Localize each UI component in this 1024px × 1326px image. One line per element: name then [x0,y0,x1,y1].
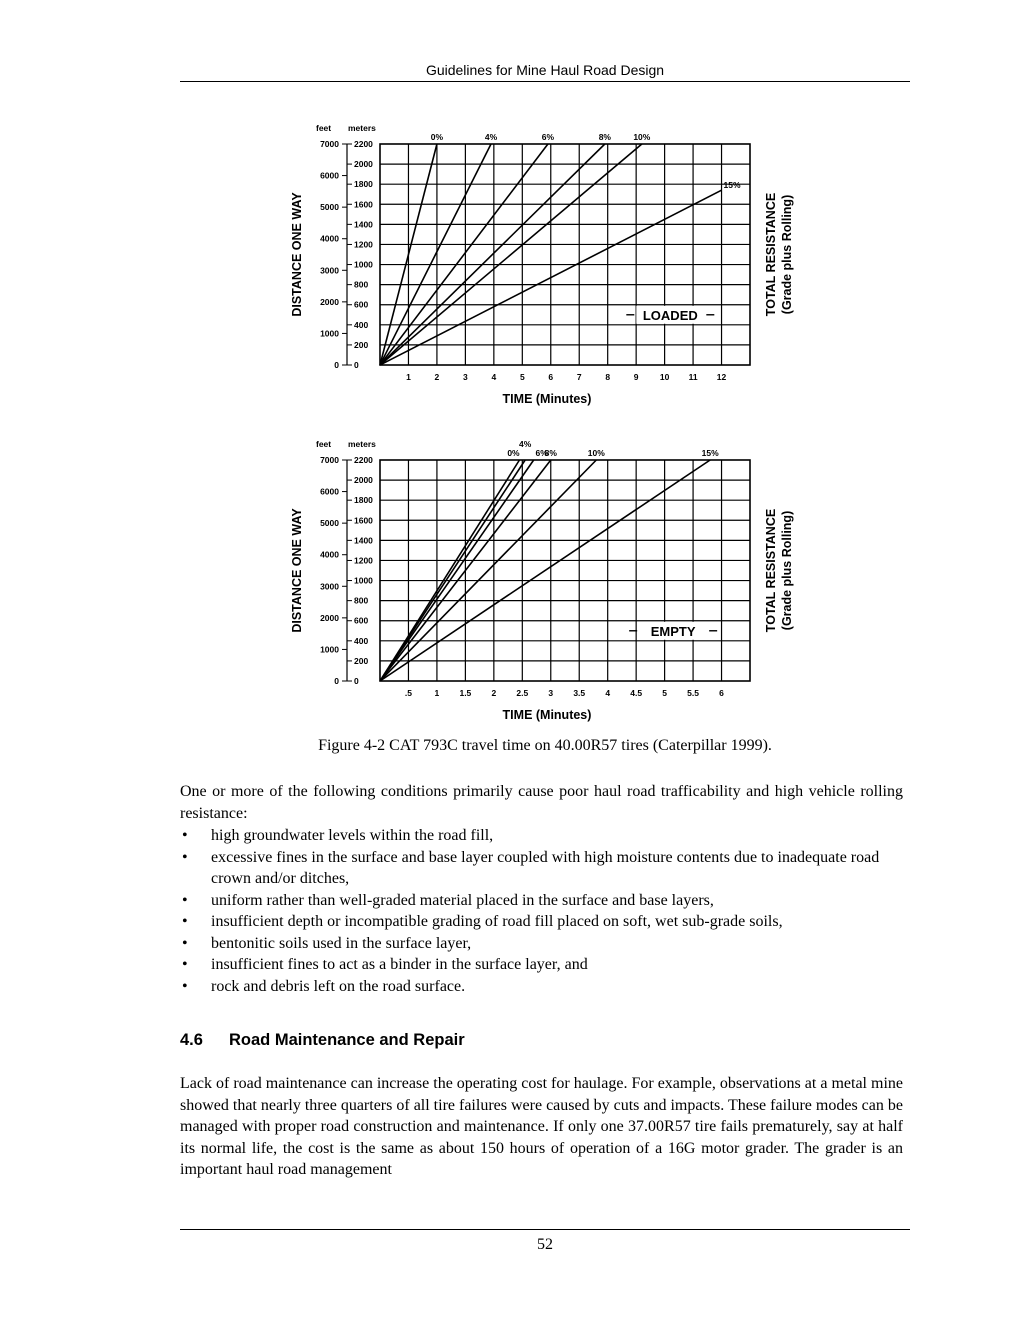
x-tick-label: 1.5 [459,688,472,698]
series-line [380,144,642,365]
footer-rule [180,1229,910,1230]
series-line [380,460,710,681]
x-tick-label: 6 [548,372,554,382]
empty-chart [270,436,810,731]
list-item [180,933,903,955]
x-tick-label: 8 [605,372,611,382]
meters-units-label: meters [348,123,376,133]
bullet-marker: • [182,934,188,952]
feet-tick-label: 2000 [320,612,339,623]
loaded-chart [270,120,810,415]
meters-tick-label: 1800 [354,495,373,506]
bullet-marker: • [182,956,188,973]
total-resistance-subtitle: (Grade plus Rolling) [780,510,794,631]
meters-tick-label: 0 [354,676,359,686]
meters-tick-label: 800 [354,279,369,290]
series-label: 4% [519,439,532,449]
loaded-chart-svg [270,120,810,415]
series-line [380,460,534,681]
bullet-marker: • [182,913,188,930]
meters-tick-label: 1600 [354,199,373,210]
meters-tick-label: 200 [354,339,369,350]
section-number: 4.6 [180,1031,203,1049]
condition-list [180,825,903,997]
y-axis-title: DISTANCE ONE WAY [290,508,304,633]
x-tick-label: 2.5 [516,688,529,698]
x-tick-label: 4.5 [630,688,643,698]
x-axis-title: TIME (Minutes) [502,708,592,722]
section-heading [180,1031,903,1050]
x-tick-label: 9 [633,372,639,382]
feet-tick-label: 6000 [320,170,339,181]
feet-units-label: feet [316,123,332,133]
series-label: 8% [598,132,611,142]
list-item-text: high groundwater levels within the road fill, [211,827,494,844]
total-resistance-title: TOTAL RESISTANCE [764,508,778,633]
series-label: 0% [430,132,444,142]
meters-tick-label: 200 [354,655,369,666]
feet-tick-label: 3000 [320,581,339,592]
feet-tick-label: 0 [334,676,339,686]
x-tick-label: .5 [404,688,413,698]
x-tick-label: 12 [716,372,727,382]
x-tick-label: 4 [491,372,497,382]
feet-tick-label: 6000 [320,486,339,497]
feet-tick-label: 1000 [320,644,339,655]
feet-tick-label: 5000 [320,518,339,529]
meters-tick-label: 1200 [354,555,373,566]
feet-tick-label: 0 [334,360,339,370]
total-resistance-subtitle: (Grade plus Rolling) [780,194,794,315]
series-label: 0% [507,448,520,458]
meters-tick-label: 400 [354,319,369,330]
list-item-text: insufficient fines to act as a binder in the surface layer, and [211,956,588,973]
series-label: 4% [484,132,498,142]
meters-tick-label: 1400 [354,535,373,546]
figure-caption: Figure 4-2 CAT 793C travel time on 40.00R57 tires (Caterpillar 1999). [318,737,772,754]
list-item [180,954,903,976]
list-item [180,911,903,933]
x-tick-label: 2 [491,688,497,698]
series-line [380,460,596,681]
meters-tick-label: 1400 [354,219,373,230]
list-item [180,976,903,998]
list-item-text: uniform rather than well-graded material placed in the surface and base layers, [211,891,714,909]
meters-tick-label: 1000 [354,259,373,270]
list-item-text: excessive fines in the surface and base layer coupled with high moisture contents due to inadequate road crown and/or ditches, [211,848,880,887]
y-axis-title: DISTANCE ONE WAY [290,192,304,317]
meters-tick-label: 2000 [354,159,373,170]
x-tick-label: 5 [662,688,667,698]
section-title: Road Maintenance and Repair [229,1031,465,1049]
panel-label: EMPTY [650,623,696,639]
meters-tick-label: 2000 [354,475,373,486]
bullet-marker: • [182,891,188,909]
meters-tick-label: 800 [354,595,369,606]
feet-tick-label: 7000 [320,455,339,465]
series-label: 8% [544,448,557,458]
meters-tick-label: 1600 [354,515,373,526]
feet-tick-label: 4000 [320,233,339,244]
x-tick-label: 3 [548,688,554,698]
series-line [380,144,491,365]
bullet-marker: • [182,827,188,844]
meters-tick-label: 600 [354,615,369,626]
feet-tick-label: 4000 [320,549,339,560]
running-title: Guidelines for Mine Haul Road Design [425,62,665,78]
meters-tick-label: 1000 [354,575,373,586]
meters-tick-label: 0 [354,360,359,370]
maintenance-paragraph: Lack of road maintenance can increase the operating cost for haulage. For example, observations at a metal mine showed that nearly three quarters of all tire failures were caused by cuts and impacts. These failure modes can be managed with proper road construction and maintenance. If only one 37.00R57 tire fails prematurely, say at half its normal life, the cost is the same as about 150 hours of operation of a 16G motor grader. The grader is an important haul road management [180,1075,903,1178]
page-header [180,60,910,82]
x-tick-label: 2 [434,372,440,382]
intro-paragraph: One or more of the following conditions primarily cause poor haul road trafficability and high vehicle rolling resistance: [180,783,903,822]
x-tick-label: 7 [576,372,582,382]
list-item-text: insufficient depth or incompatible grading of road fill placed on soft, wet sub-grade soils, [211,913,783,930]
meters-tick-label: 2200 [354,139,373,149]
list-item [180,890,903,912]
meters-units-label: meters [348,439,376,449]
plot-frame [380,460,750,681]
meters-tick-label: 1200 [354,239,373,250]
x-axis-title: TIME (Minutes) [502,392,592,406]
empty-chart-svg [270,436,810,731]
meters-tick-label: 1800 [354,179,373,190]
feet-tick-label: 2000 [320,296,339,307]
panel-label: LOADED [642,307,698,323]
x-tick-label: 4 [605,688,611,698]
feet-units-label: feet [316,439,332,449]
list-item [180,825,903,847]
series-label: 15% [701,448,719,458]
x-tick-label: 3.5 [573,688,586,698]
series-label: 6% [541,132,555,142]
x-tick-label: 10 [659,372,670,382]
x-tick-label: 1 [434,688,440,698]
x-tick-label: 1 [406,372,411,382]
bullet-marker: • [182,848,188,866]
x-tick-label: 5 [519,372,525,382]
page-number: 52 [537,1236,553,1253]
meters-tick-label: 400 [354,635,369,646]
list-item-text: bentonitic soils used in the surface layer, [211,934,472,952]
x-tick-label: 6 [719,688,724,698]
series-line [380,144,605,365]
feet-tick-label: 7000 [320,139,339,149]
series-label: 10% [633,132,651,142]
feet-tick-label: 3000 [320,265,339,276]
meters-tick-label: 600 [354,299,369,310]
bullet-marker: • [182,977,188,995]
total-resistance-title: TOTAL RESISTANCE [764,192,778,317]
series-line [380,460,525,681]
feet-tick-label: 1000 [320,328,339,339]
list-item [180,847,903,890]
meters-tick-label: 2200 [354,455,373,465]
x-tick-label: 11 [688,372,698,382]
series-label: 15% [723,180,741,191]
x-tick-label: 3 [463,372,468,382]
list-item-text: rock and debris left on the road surface. [211,977,466,995]
series-label: 10% [587,448,605,458]
x-tick-label: 5.5 [687,688,699,698]
feet-tick-label: 5000 [320,202,339,213]
series-label: 6% [535,448,548,458]
